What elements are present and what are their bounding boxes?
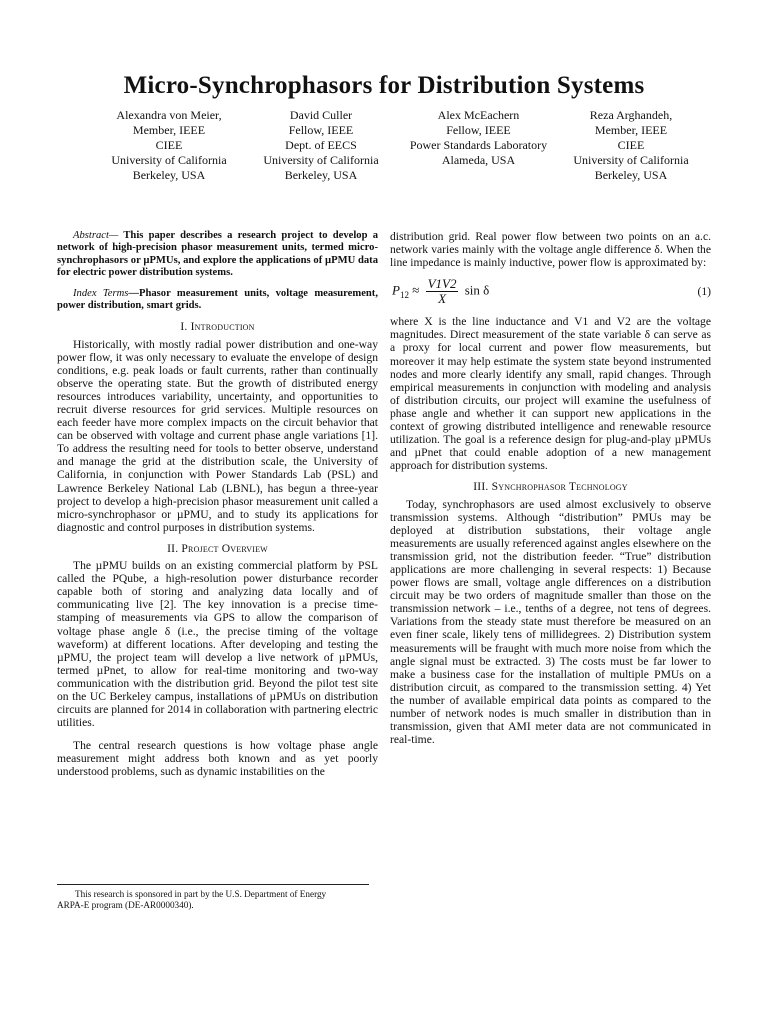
abstract — [57, 230, 378, 280]
author-dept: Dept. of EECS — [285, 138, 357, 152]
index-terms — [57, 288, 378, 313]
paragraph: The central research questions is how voltage phase angle measurement might address both known and as yet poorly understood problems, such as dynamic instabilities on the — [57, 739, 378, 779]
equation-fraction — [426, 277, 459, 306]
paragraph: Today, synchrophasors are used almost exclusively to observe transmission systems. Although “distribution” PMUs may be deployed at distribution substations, their voltage angle measurements are usually referenced against angles elsewhere on the transmission grid, not the distribution feeder. “True” distribution applications are more challenging in several respects: 1) Because power flows are small, voltage angle differences on a distribution circuit may be two orders of magnitude smaller than those on the transmission network – i.e., tenths of a degree, not tens of degrees. Variations from the steady state must therefore be measured on an even finer scale, likely tens of millidegrees. 2) Distribution system measurements will be fraught with much more noise from which the angle signal must be extracted. 3) The costs must be far lower to make a business case for the installation of multiple PMUs on a distribution circuit, as compared to the transmission setting. 4) Yet the number of available empirical data points as compared to the number of network nodes is much smaller in distribution than in transmission, given that AMI meter data are not communicated in real-time. — [390, 497, 711, 747]
author-org: University of California — [573, 153, 689, 167]
paragraph: The µPMU builds on an existing commercial platform by PSL called the PQube, a high-resolution power disturbance recorder capable both of storing and analyzing data locally and of communicating live [2]. The key innovation is a precise time-stamping of measurements via GPS to allow the comparison of voltage phase angle δ (i.e., the precise timing of the voltage waveform) at different locations. After developing and testing the µPMU, the project team will develop a live network of µPMUs, termed µPnet, to allow for real-time monitoring and two-way communication with the distribution grid. Beyond the pilot test site on the UC Berkeley campus, installations of µPMUs on distribution circuits are planned for 2014 in collaboration with partnering electric utilities. — [57, 559, 378, 730]
equation-lhs: P — [392, 282, 400, 298]
right-column — [390, 230, 711, 746]
author-block-3 — [396, 108, 561, 168]
author-org: Alameda, USA — [441, 153, 516, 167]
author-location: Berkeley, USA — [132, 168, 206, 182]
section-heading-project-overview: II. Project Overview — [167, 541, 268, 555]
author-block-4 — [560, 108, 702, 183]
author-membership: Member, IEEE — [132, 123, 206, 137]
left-column — [57, 230, 378, 779]
equation-1 — [390, 275, 711, 309]
author-location: Berkeley, USA — [284, 168, 358, 182]
paragraph: Historically, with mostly radial power distribution and one-way power flow, it was only necessary to evaluate the envelope of design conditions, e.g. peak loads or fault currents, rather than continually observe the operating state. But the growth of distributed energy resources introduces variability, uncertainty, and opportunities to recruit diverse resources for grid services. Multiple resources on each feeder have more complex impacts on the circuit behavior that can be observed with voltage and current phase angle variations [1]. To address the resulting need for tools to better observe, understand and manage the grid at the distribution scale, the University of California, in conjunction with Power Standards Lab (PSL) and Lawrence Berkeley National Lab (LBNL), has begun a three-year project to develop a high-precision phasor measurement unit called a micro-synchrophasor or µPMU, and to study its applications for diagnostic and control purposes in distribution systems. — [57, 337, 378, 534]
author-dept: Power Standards Laboratory — [409, 138, 548, 152]
author-membership: Fellow, IEEE — [446, 123, 511, 137]
index-terms-label: Index Terms — [73, 287, 129, 299]
abstract-text: This paper describes a research project to develop a network of high-precision phasor measurement units, termed micro-synchrophasors or µPMUs, and explore the applications of µPMU data for electric power distribution systems. — [57, 230, 378, 279]
author-membership: Fellow, IEEE — [288, 123, 354, 137]
equation-lhs-sub: 12 — [399, 290, 409, 301]
abstract-label: Abstract— — [73, 230, 119, 241]
section-heading-synchrophasor: III. Synchrophasor Technology — [473, 480, 628, 494]
author-name: Reza Arghandeh, — [589, 108, 673, 122]
footnote-rule — [57, 884, 369, 885]
section-heading-introduction: I. Introduction — [180, 320, 255, 334]
author-membership: Member, IEEE — [594, 123, 668, 137]
paper-title: Micro-Synchrophasors for Distribution Systems — [123, 72, 645, 99]
equation-body — [392, 277, 489, 306]
author-dept: CIEE — [155, 138, 183, 152]
paragraph: distribution grid. Real power flow between two points on an a.c. network varies mainly with the voltage angle difference δ. When the line impedance is mainly inductive, power flow is approximated by: — [390, 230, 711, 270]
author-block-2 — [250, 108, 392, 183]
index-terms-text: —Phasor measurement units, voltage measurement, power distribution, smart grids. — [57, 287, 378, 312]
equation-number: (1) — [697, 285, 711, 299]
author-name: Alex McEachern — [437, 108, 520, 122]
paragraph: where X is the line inductance and V1 and V2 are the voltage magnitudes. Direct measurement of the state variable δ can serve as a proxy for local current and power flow measurements, but moreover it may help estimate the system state beyond instrumented nodes and more clearly identify any small, rapid changes. Through empirical measurements in conjunction with modeling and analysis of distribution circuits, our project will examine the usefulness of phase angle and whether it can support new applications in the context of growing distributed intelligence and renewable resource utilization. The goal is a reference design for plug-and-play µPMUs and µPnet that could enable adoption of a new management approach for distribution systems. — [390, 315, 711, 473]
footnote-line-2: ARPA-E program (DE-AR0000340). — [57, 900, 194, 910]
equation-numerator: V1V2 — [427, 276, 457, 292]
author-name: Alexandra von Meier, — [116, 108, 222, 122]
author-dept: CIEE — [617, 138, 645, 152]
equation-approx: ≈ — [412, 282, 420, 298]
author-org: University of California — [111, 153, 227, 167]
author-block-1 — [98, 108, 240, 183]
author-name: David Culler — [289, 108, 353, 122]
author-org: University of California — [263, 153, 379, 167]
equation-tail: sin δ — [464, 282, 490, 298]
equation-denominator: X — [438, 291, 447, 307]
footnote — [57, 889, 378, 911]
footnote-line-1: This research is sponsored in part by the U.S. Department of Energy — [75, 889, 327, 899]
author-location: Berkeley, USA — [594, 168, 668, 182]
